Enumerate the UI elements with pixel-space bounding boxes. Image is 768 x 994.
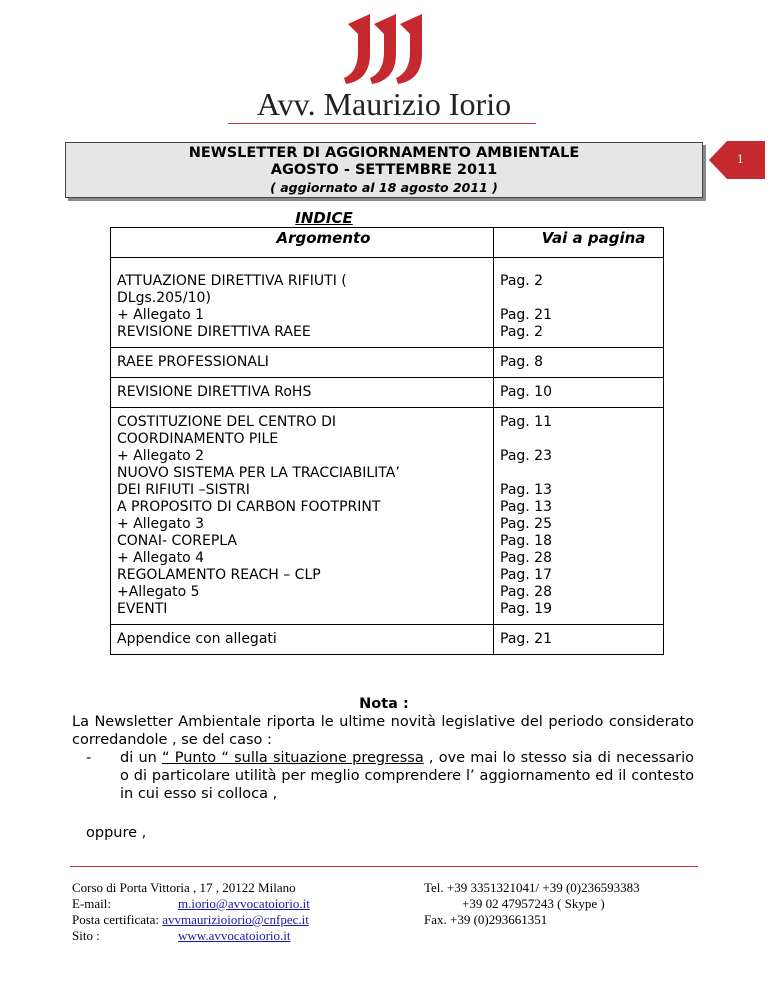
newsletter-title-box	[65, 142, 703, 198]
pec-label: Posta certificata:	[72, 912, 159, 927]
firm-name: Avv. Maurizio Iorio	[256, 86, 512, 122]
index-page: Pag. 21	[494, 625, 664, 655]
bullet-text: di un “ Punto “ sulla situazione pregressa , ove mai lo stesso sia di necessario o di particolare utilità per meglio comprendere l’ aggiornamento ed il contesto in cui esso si colloca ,	[120, 750, 694, 802]
footer-contacts-left	[72, 880, 310, 944]
index-page: Pag. 10	[494, 378, 664, 408]
index-topic: COSTITUZIONE DEL CENTRO DI COORDINAMENTO PILE + Allegato 2 NUOVO SISTEMA PER LA TRACCIABILITA’ DEI RIFIUTI –SISTRI A PROPOSITO DI CARBON FOOTPRINT + Allegato 3 CONAI- COREPLA + Allegato 4 REGOLAMENTO REACH – CLP +Allegato 5 EVENTI	[111, 408, 494, 625]
pec-link[interactable]: avvmaurizioiorio@cnfpec.it	[162, 912, 309, 927]
index-table	[110, 227, 664, 655]
footer-contacts-right	[424, 880, 640, 928]
index-heading: INDICE	[295, 209, 353, 227]
table-row	[111, 348, 664, 378]
footer-tel-skype: +39 02 47957243 ( Skype )	[462, 896, 605, 911]
newsletter-title: NEWSLETTER DI AGGIORNAMENTO AMBIENTALE	[188, 145, 580, 161]
index-row-spacer	[111, 258, 664, 268]
table-row	[111, 408, 664, 625]
page-number-badge	[709, 141, 765, 179]
header-divider	[228, 123, 536, 124]
site-label: Sito :	[72, 928, 100, 943]
bullet-dash: -	[86, 750, 92, 766]
index-topic: Appendice con allegati	[111, 625, 494, 655]
underlined-phrase: “ Punto “ sulla situazione pregressa	[162, 750, 424, 766]
footer-fax: Fax. +39 (0)293661351	[424, 912, 548, 927]
index-page: Pag. 8	[494, 348, 664, 378]
firm-logo	[340, 14, 426, 86]
table-row	[111, 625, 664, 655]
note-paragraph: La Newsletter Ambientale riporta le ultime novità legislative del periodo considerato corredandole , se del caso :	[72, 714, 694, 748]
table-row	[111, 378, 664, 408]
index-header-row	[111, 228, 664, 258]
column-header-page: Vai a pagina	[494, 228, 664, 258]
note-bullet	[86, 749, 694, 803]
email-link[interactable]: m.iorio@avvocatoiorio.it	[178, 896, 310, 911]
footer-divider	[70, 866, 698, 867]
footer-tel: Tel. +39 3351321041/ +39 (0)236593383	[424, 880, 640, 895]
newsletter-period: AGOSTO - SETTEMBRE 2011	[270, 162, 498, 178]
index-topic: REVISIONE DIRETTIVA RoHS	[111, 378, 494, 408]
oppure-text: oppure ,	[86, 825, 147, 841]
note-heading: Nota :	[359, 696, 409, 712]
table-row	[111, 267, 664, 348]
email-label: E-mail:	[72, 896, 111, 911]
newsletter-update-date: ( aggiornato al 18 agosto 2011 )	[270, 180, 498, 195]
site-link[interactable]: www.avvocatoiorio.it	[178, 928, 291, 943]
page-number: 1	[737, 151, 744, 166]
index-topic: RAEE PROFESSIONALI	[111, 348, 494, 378]
index-page: Pag. 11 Pag. 23 Pag. 13 Pag. 13 Pag. 25 Pag. 18 Pag. 28 Pag. 17 Pag. 28 Pag. 19	[494, 408, 664, 625]
index-topic: ATTUAZIONE DIRETTIVA RIFIUTI ( DLgs.205/10) + Allegato 1 REVISIONE DIRETTIVA RAEE	[111, 267, 494, 348]
footer-address: Corso di Porta Vittoria , 17 , 20122 Milano	[72, 880, 296, 895]
column-header-topic: Argomento	[111, 228, 494, 258]
index-page: Pag. 2 Pag. 21 Pag. 2	[494, 267, 664, 348]
